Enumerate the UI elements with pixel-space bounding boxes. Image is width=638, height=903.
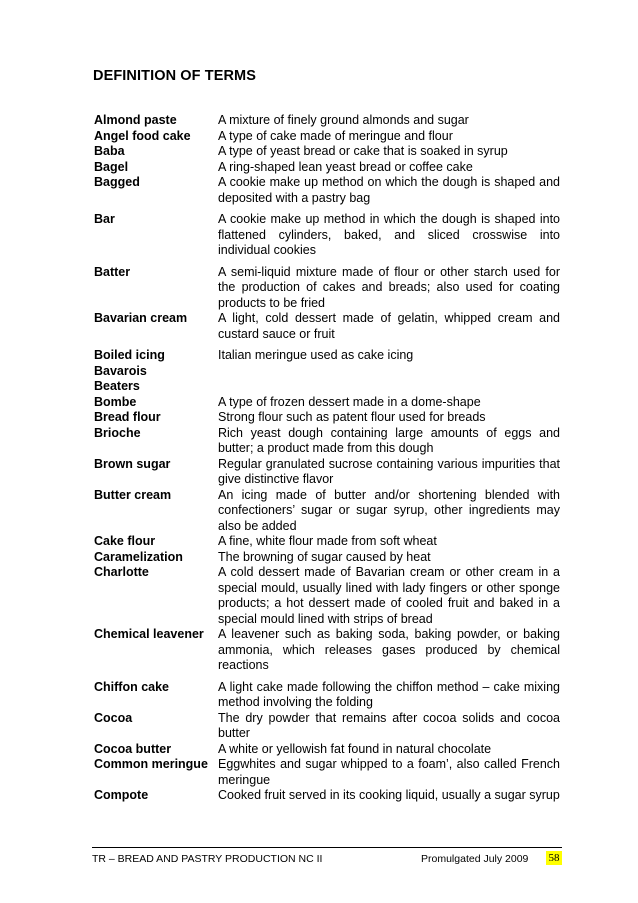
term-definition: Regular granulated sucrose containing various impurities that give distinctive flavor — [218, 456, 560, 486]
term-definition: Cooked fruit served in its cooking liquid, usually a sugar syrup — [218, 788, 560, 802]
term-name: Bavarian cream — [94, 311, 188, 325]
term-name: Chiffon cake — [94, 679, 170, 694]
term-row — [94, 113, 560, 129]
footer-promulgated-date: Promulgated July 2009 — [421, 853, 529, 865]
term-row — [94, 742, 560, 758]
terms-list — [94, 113, 560, 804]
term-name: Baba — [94, 144, 125, 158]
term-name: Cake flour — [94, 534, 156, 548]
term-row — [94, 711, 560, 742]
term-row — [94, 212, 560, 259]
term-row — [94, 757, 560, 788]
term-definition: A light cake made following the chiffon method – cake mixing method involving the folding — [218, 679, 560, 709]
term-name: Beaters — [94, 379, 140, 393]
term-row — [94, 788, 560, 804]
term-definition: A semi-liquid mixture made of flour or other starch used for the production of cakes and breads; also used for coating products to be fried — [218, 264, 560, 310]
term-name: Cocoa — [94, 710, 133, 725]
term-row — [94, 364, 560, 380]
term-name: Batter — [94, 264, 131, 279]
term-definition: Strong flour such as patent flour used for breads — [218, 410, 486, 424]
term-name: Almond paste — [94, 113, 177, 127]
term-name: Butter cream — [94, 487, 172, 502]
term-definition: A cold dessert made of Bavarian cream or other cream in a special mould, usually lined with lady fingers or other sponge products; a hot dessert made of cooled fruit and baked in a special mould lined with strips of bread — [218, 565, 560, 626]
term-row — [94, 144, 560, 160]
page-footer — [92, 847, 562, 866]
term-definition: A light, cold dessert made of gelatin, whipped cream and custard sauce or fruit — [218, 311, 560, 341]
term-definition: The dry powder that remains after cocoa solids and cocoa butter — [218, 710, 560, 740]
term-definition: A type of yeast bread or cake that is soaked in syrup — [218, 144, 508, 158]
term-definition: A type of cake made of meringue and flour — [218, 128, 453, 143]
term-name: Charlotte — [94, 565, 149, 579]
term-name: Cocoa butter — [94, 741, 172, 756]
term-definition: Italian meringue used as cake icing — [218, 348, 414, 362]
page-title: DEFINITION OF TERMS — [93, 68, 257, 84]
term-definition: A fine, white flour made from soft wheat — [218, 534, 437, 548]
term-row — [94, 175, 560, 206]
term-name: Chemical leavener — [94, 627, 204, 641]
term-row — [94, 426, 560, 457]
term-row — [94, 488, 560, 535]
term-row — [94, 410, 560, 426]
term-name: Common meringue — [94, 757, 208, 771]
term-name: Bagged — [94, 175, 140, 189]
term-row — [94, 680, 560, 711]
term-row — [94, 534, 560, 550]
term-name: Brown sugar — [94, 456, 171, 471]
term-definition: A leavener such as baking soda, baking powder, or baking ammonia, which releases gases produced by chemical reactions — [218, 627, 560, 672]
term-name: Bagel — [94, 159, 129, 174]
term-row — [94, 457, 560, 488]
term-row — [94, 129, 560, 145]
term-definition: The browning of sugar caused by heat — [218, 549, 431, 564]
term-row — [94, 395, 560, 411]
term-name: Compote — [94, 788, 149, 802]
term-definition — [218, 364, 560, 380]
term-definition: A cookie make up method on which the dough is shaped and deposited with a pastry bag — [218, 175, 560, 205]
term-name: Bombe — [94, 394, 137, 409]
term-definition: A ring-shaped lean yeast bread or coffee cake — [218, 159, 473, 174]
term-name: Boiled icing — [94, 348, 165, 362]
term-row — [94, 627, 560, 674]
term-definition: A mixture of finely ground almonds and sugar — [218, 113, 469, 127]
term-definition: A type of frozen dessert made in a dome-shape — [218, 394, 481, 409]
footer-document-title: TR – BREAD AND PASTRY PRODUCTION NC II — [92, 853, 323, 865]
term-row — [94, 565, 560, 627]
page-number: 58 — [546, 851, 562, 865]
term-name: Angel food cake — [94, 128, 191, 143]
term-definition: A cookie make up method in which the dough is shaped into flattened cylinders, baked, and sliced crosswise into individual cookies — [218, 212, 560, 257]
term-name: Bread flour — [94, 410, 161, 424]
term-name: Bar — [94, 212, 115, 226]
term-row — [94, 379, 560, 395]
term-name: Brioche — [94, 425, 141, 440]
term-row — [94, 311, 560, 342]
term-definition: An icing made of butter and/or shortening blended with confectioners’ sugar or sugar syrup, other ingredients may also be added — [218, 487, 560, 533]
term-name: Caramelization — [94, 549, 183, 564]
term-row — [94, 265, 560, 312]
term-definition — [218, 379, 560, 395]
term-definition: A white or yellowish fat found in natural chocolate — [218, 741, 492, 756]
term-definition: Rich yeast dough containing large amounts of eggs and butter; a product made from this dough — [218, 425, 560, 455]
term-name: Bavarois — [94, 363, 147, 378]
term-definition: Eggwhites and sugar whipped to a foam’, also called French meringue — [218, 757, 560, 787]
term-row — [94, 348, 560, 364]
term-row — [94, 550, 560, 566]
term-row — [94, 160, 560, 176]
